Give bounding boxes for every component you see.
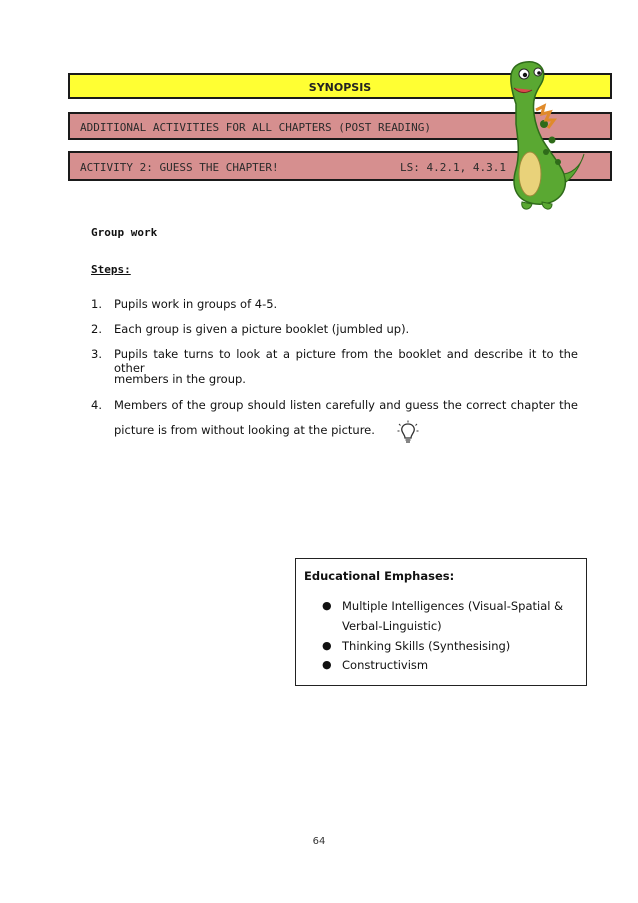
- dinosaur-illustration: [486, 44, 586, 214]
- educational-emphases-title: Educational Emphases:: [304, 569, 455, 583]
- bullet-icon: ●: [322, 599, 332, 612]
- step-3-text-line-1: Pupils take turns to look at a picture from the booklet and describe it to the other: [114, 347, 578, 375]
- step-3-text-line-2: members in the group.: [114, 372, 246, 386]
- lightbulb-icon: [397, 420, 419, 444]
- step-1-number: 1.: [91, 297, 102, 311]
- bullet-icon: ●: [322, 658, 332, 671]
- step-2-text: Each group is given a picture booklet (jumbled up).: [114, 322, 410, 336]
- emphasis-item-3: Constructivism: [342, 658, 429, 672]
- steps-heading: Steps:: [91, 263, 131, 276]
- learning-standards: LS: 4.2.1, 4.3.1: [400, 161, 506, 174]
- bullet-icon: ●: [322, 639, 332, 652]
- emphasis-item-1-line-2: Verbal-Linguistic): [342, 619, 442, 633]
- synopsis-title: SYNOPSIS: [308, 81, 372, 94]
- step-3-number: 3.: [91, 347, 102, 361]
- step-1-text: Pupils work in groups of 4-5.: [114, 297, 278, 311]
- step-2-number: 2.: [91, 322, 102, 336]
- step-4-text-line-1: Members of the group should listen carefully and guess the correct chapter the: [114, 398, 578, 412]
- activity-title: ACTIVITY 2: GUESS THE CHAPTER!: [80, 161, 279, 174]
- page-number: 64: [312, 836, 326, 847]
- emphasis-item-1-line-1: Multiple Intelligences (Visual-Spatial &: [342, 599, 564, 613]
- group-work-heading: Group work: [91, 226, 158, 239]
- additional-activities-label: ADDITIONAL ACTIVITIES FOR ALL CHAPTERS (POST READING): [80, 121, 431, 134]
- step-4-number: 4.: [91, 398, 102, 412]
- step-4-text-line-2: picture is from without looking at the picture.: [114, 423, 375, 437]
- educational-emphases-box: [295, 558, 587, 686]
- emphasis-item-2: Thinking Skills (Synthesising): [342, 639, 511, 653]
